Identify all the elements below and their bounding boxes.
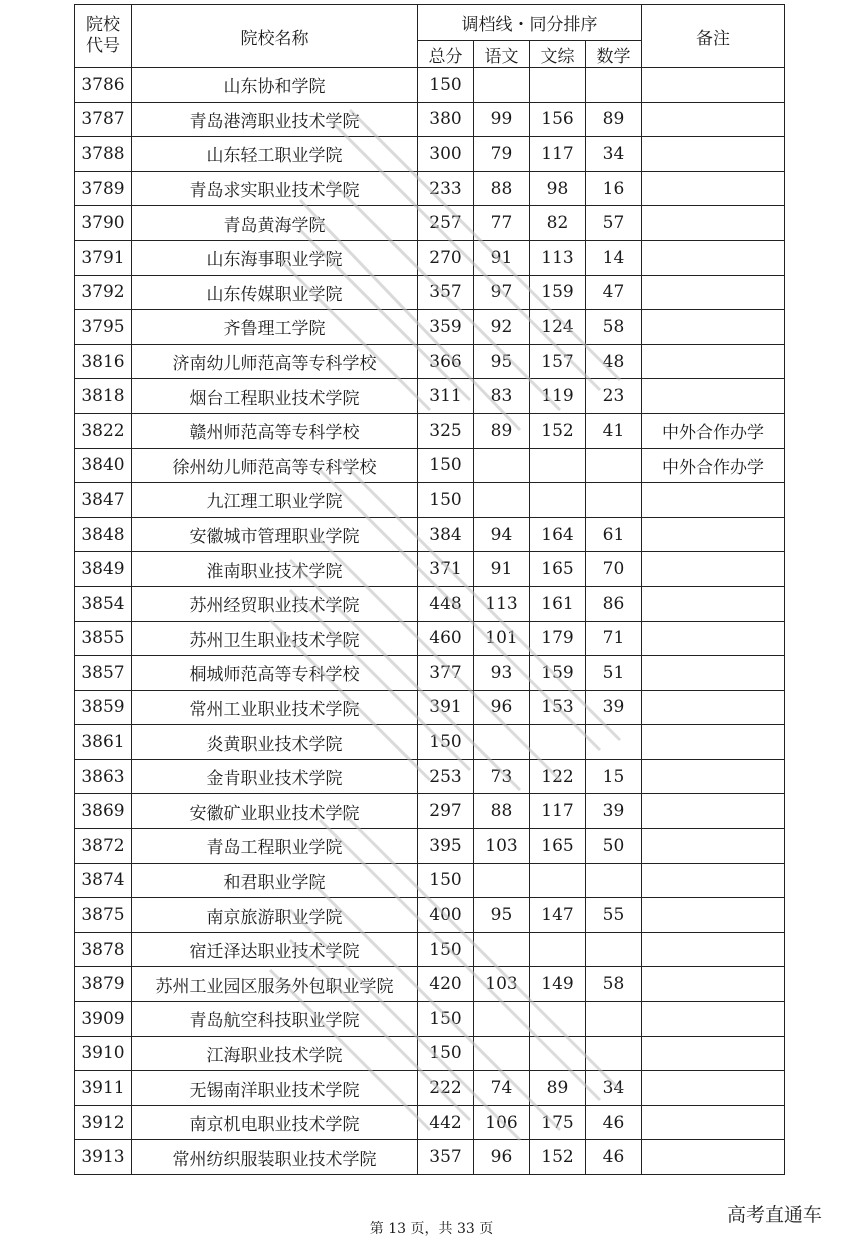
cell-liberal: 89 xyxy=(530,1071,586,1106)
cell-name: 山东轻工职业学院 xyxy=(132,137,418,172)
cell-liberal: 82 xyxy=(530,206,586,241)
cell-name: 徐州幼儿师范高等专科学校 xyxy=(132,448,418,483)
cell-chinese: 101 xyxy=(474,621,530,656)
cell-math: 46 xyxy=(586,1105,642,1140)
cell-note xyxy=(642,759,785,794)
cell-total: 150 xyxy=(418,483,474,518)
cell-note xyxy=(642,690,785,725)
cell-chinese: 89 xyxy=(474,413,530,448)
table-row xyxy=(75,621,785,656)
cell-name: 青岛黄海学院 xyxy=(132,206,418,241)
table-row xyxy=(75,1036,785,1071)
cell-math: 34 xyxy=(586,1071,642,1106)
table-row xyxy=(75,102,785,137)
cell-name: 南京机电职业技术学院 xyxy=(132,1105,418,1140)
cell-note xyxy=(642,137,785,172)
cell-liberal: 122 xyxy=(530,759,586,794)
cell-chinese: 96 xyxy=(474,1140,530,1175)
cell-code: 3874 xyxy=(75,863,132,898)
cell-total: 377 xyxy=(418,656,474,691)
cell-name: 苏州工业园区服务外包职业学院 xyxy=(132,967,418,1002)
cell-liberal: 152 xyxy=(530,1140,586,1175)
table-row xyxy=(75,137,785,172)
cell-note xyxy=(642,68,785,103)
cell-liberal: 159 xyxy=(530,275,586,310)
cell-liberal: 119 xyxy=(530,379,586,414)
cell-math: 61 xyxy=(586,517,642,552)
cell-math: 15 xyxy=(586,759,642,794)
cell-total: 366 xyxy=(418,344,474,379)
cell-chinese: 95 xyxy=(474,344,530,379)
header-liberal: 文综 xyxy=(530,41,586,68)
cell-code: 3849 xyxy=(75,552,132,587)
cell-math: 39 xyxy=(586,690,642,725)
cell-code: 3913 xyxy=(75,1140,132,1175)
header-math: 数学 xyxy=(586,41,642,68)
table-row xyxy=(75,1002,785,1037)
cell-liberal: 164 xyxy=(530,517,586,552)
admission-table xyxy=(74,4,785,1175)
table-header xyxy=(75,5,785,68)
cell-total: 150 xyxy=(418,725,474,760)
cell-liberal: 113 xyxy=(530,240,586,275)
cell-name: 齐鲁理工学院 xyxy=(132,310,418,345)
table-row xyxy=(75,552,785,587)
table-row xyxy=(75,1140,785,1175)
cell-math xyxy=(586,932,642,967)
cell-note: 中外合作办学 xyxy=(642,413,785,448)
cell-math xyxy=(586,863,642,898)
table-row xyxy=(75,656,785,691)
cell-code: 3816 xyxy=(75,344,132,379)
cell-math: 58 xyxy=(586,967,642,1002)
table-row xyxy=(75,932,785,967)
cell-liberal: 117 xyxy=(530,794,586,829)
cell-total: 359 xyxy=(418,310,474,345)
table-row xyxy=(75,690,785,725)
cell-name: 炎黄职业技术学院 xyxy=(132,725,418,760)
cell-math: 71 xyxy=(586,621,642,656)
cell-code: 3787 xyxy=(75,102,132,137)
cell-liberal xyxy=(530,863,586,898)
cell-math: 58 xyxy=(586,310,642,345)
cell-chinese xyxy=(474,725,530,760)
cell-chinese: 91 xyxy=(474,552,530,587)
cell-code: 3848 xyxy=(75,517,132,552)
cell-code: 3847 xyxy=(75,483,132,518)
cell-total: 300 xyxy=(418,137,474,172)
cell-math: 39 xyxy=(586,794,642,829)
cell-code: 3912 xyxy=(75,1105,132,1140)
cell-chinese xyxy=(474,1002,530,1037)
table-row xyxy=(75,310,785,345)
cell-name: 赣州师范高等专科学校 xyxy=(132,413,418,448)
cell-name: 宿迁泽达职业技术学院 xyxy=(132,932,418,967)
cell-name: 青岛航空科技职业学院 xyxy=(132,1002,418,1037)
cell-math: 14 xyxy=(586,240,642,275)
header-code-line1: 院校 xyxy=(86,15,120,35)
cell-total: 257 xyxy=(418,206,474,241)
cell-chinese: 91 xyxy=(474,240,530,275)
cell-note xyxy=(642,829,785,864)
cell-liberal: 152 xyxy=(530,413,586,448)
cell-note xyxy=(642,102,785,137)
cell-total: 222 xyxy=(418,1071,474,1106)
cell-math: 48 xyxy=(586,344,642,379)
cell-code: 3788 xyxy=(75,137,132,172)
cell-code: 3875 xyxy=(75,898,132,933)
cell-code: 3789 xyxy=(75,171,132,206)
cell-code: 3790 xyxy=(75,206,132,241)
cell-name: 和君职业学院 xyxy=(132,863,418,898)
table-row xyxy=(75,275,785,310)
table-row xyxy=(75,344,785,379)
cell-math: 55 xyxy=(586,898,642,933)
cell-chinese: 103 xyxy=(474,829,530,864)
cell-name: 烟台工程职业技术学院 xyxy=(132,379,418,414)
cell-note xyxy=(642,725,785,760)
cell-liberal: 165 xyxy=(530,552,586,587)
cell-chinese xyxy=(474,483,530,518)
cell-liberal: 98 xyxy=(530,171,586,206)
cell-chinese: 113 xyxy=(474,586,530,621)
cell-chinese: 92 xyxy=(474,310,530,345)
cell-liberal: 149 xyxy=(530,967,586,1002)
table-row xyxy=(75,967,785,1002)
cell-code: 3857 xyxy=(75,656,132,691)
cell-name: 无锡南洋职业技术学院 xyxy=(132,1071,418,1106)
cell-code: 3859 xyxy=(75,690,132,725)
cell-liberal: 117 xyxy=(530,137,586,172)
cell-chinese: 79 xyxy=(474,137,530,172)
cell-chinese: 96 xyxy=(474,690,530,725)
cell-note xyxy=(642,586,785,621)
table-row xyxy=(75,586,785,621)
cell-note xyxy=(642,240,785,275)
cell-name: 常州纺织服装职业技术学院 xyxy=(132,1140,418,1175)
cell-name: 淮南职业技术学院 xyxy=(132,552,418,587)
cell-name: 苏州卫生职业技术学院 xyxy=(132,621,418,656)
cell-note xyxy=(642,863,785,898)
brand-watermark: 高考直通车 xyxy=(727,1204,823,1226)
page-footer: 第 13 页，共 33 页 xyxy=(369,1221,494,1237)
header-group: 调档线・同分排序 xyxy=(418,5,642,41)
cell-chinese: 88 xyxy=(474,794,530,829)
cell-total: 311 xyxy=(418,379,474,414)
cell-total: 380 xyxy=(418,102,474,137)
cell-name: 山东传媒职业学院 xyxy=(132,275,418,310)
cell-total: 442 xyxy=(418,1105,474,1140)
cell-note: 中外合作办学 xyxy=(642,448,785,483)
header-name: 院校名称 xyxy=(132,5,418,68)
cell-code: 3872 xyxy=(75,829,132,864)
cell-math: 51 xyxy=(586,656,642,691)
cell-math: 23 xyxy=(586,379,642,414)
cell-note xyxy=(642,171,785,206)
cell-note xyxy=(642,310,785,345)
cell-code: 3879 xyxy=(75,967,132,1002)
header-chinese: 语文 xyxy=(474,41,530,68)
cell-total: 400 xyxy=(418,898,474,933)
cell-total: 253 xyxy=(418,759,474,794)
cell-note xyxy=(642,656,785,691)
cell-name: 安徽城市管理职业学院 xyxy=(132,517,418,552)
cell-math: 34 xyxy=(586,137,642,172)
cell-total: 371 xyxy=(418,552,474,587)
cell-total: 395 xyxy=(418,829,474,864)
cell-code: 3861 xyxy=(75,725,132,760)
cell-chinese: 74 xyxy=(474,1071,530,1106)
cell-total: 325 xyxy=(418,413,474,448)
cell-note xyxy=(642,552,785,587)
cell-note xyxy=(642,275,785,310)
cell-code: 3863 xyxy=(75,759,132,794)
cell-code: 3822 xyxy=(75,413,132,448)
table-body xyxy=(75,68,785,1175)
table-row xyxy=(75,829,785,864)
cell-liberal xyxy=(530,1002,586,1037)
cell-chinese: 99 xyxy=(474,102,530,137)
cell-math: 86 xyxy=(586,586,642,621)
cell-total: 150 xyxy=(418,448,474,483)
cell-chinese: 93 xyxy=(474,656,530,691)
cell-math: 41 xyxy=(586,413,642,448)
cell-code: 3795 xyxy=(75,310,132,345)
cell-chinese xyxy=(474,68,530,103)
table-row xyxy=(75,240,785,275)
cell-note xyxy=(642,1071,785,1106)
cell-note xyxy=(642,1140,785,1175)
cell-chinese xyxy=(474,1036,530,1071)
cell-liberal: 157 xyxy=(530,344,586,379)
cell-liberal: 153 xyxy=(530,690,586,725)
cell-name: 山东海事职业学院 xyxy=(132,240,418,275)
cell-liberal xyxy=(530,932,586,967)
cell-total: 270 xyxy=(418,240,474,275)
cell-total: 460 xyxy=(418,621,474,656)
cell-math: 16 xyxy=(586,171,642,206)
table-row xyxy=(75,1071,785,1106)
table-row xyxy=(75,725,785,760)
cell-name: 桐城师范高等专科学校 xyxy=(132,656,418,691)
cell-total: 357 xyxy=(418,275,474,310)
cell-note xyxy=(642,483,785,518)
cell-code: 3869 xyxy=(75,794,132,829)
cell-name: 苏州经贸职业技术学院 xyxy=(132,586,418,621)
cell-liberal: 165 xyxy=(530,829,586,864)
cell-total: 297 xyxy=(418,794,474,829)
cell-name: 青岛求实职业技术学院 xyxy=(132,171,418,206)
cell-name: 青岛工程职业学院 xyxy=(132,829,418,864)
cell-code: 3878 xyxy=(75,932,132,967)
cell-note xyxy=(642,206,785,241)
cell-name: 常州工业职业技术学院 xyxy=(132,690,418,725)
cell-note xyxy=(642,794,785,829)
cell-chinese: 103 xyxy=(474,967,530,1002)
cell-name: 青岛港湾职业技术学院 xyxy=(132,102,418,137)
cell-liberal: 159 xyxy=(530,656,586,691)
cell-math xyxy=(586,725,642,760)
cell-liberal: 156 xyxy=(530,102,586,137)
table-row xyxy=(75,413,785,448)
cell-total: 150 xyxy=(418,863,474,898)
cell-total: 448 xyxy=(418,586,474,621)
cell-note xyxy=(642,967,785,1002)
cell-math xyxy=(586,448,642,483)
cell-chinese: 95 xyxy=(474,898,530,933)
cell-code: 3909 xyxy=(75,1002,132,1037)
cell-chinese: 88 xyxy=(474,171,530,206)
cell-total: 233 xyxy=(418,171,474,206)
cell-note xyxy=(642,898,785,933)
cell-code: 3786 xyxy=(75,68,132,103)
table-row xyxy=(75,517,785,552)
table-row xyxy=(75,759,785,794)
cell-math xyxy=(586,68,642,103)
cell-code: 3840 xyxy=(75,448,132,483)
cell-note xyxy=(642,344,785,379)
cell-total: 391 xyxy=(418,690,474,725)
cell-note xyxy=(642,379,785,414)
table-row xyxy=(75,448,785,483)
cell-note xyxy=(642,1105,785,1140)
cell-math xyxy=(586,1036,642,1071)
cell-math xyxy=(586,483,642,518)
cell-chinese: 106 xyxy=(474,1105,530,1140)
cell-code: 3910 xyxy=(75,1036,132,1071)
cell-math: 57 xyxy=(586,206,642,241)
cell-name: 济南幼儿师范高等专科学校 xyxy=(132,344,418,379)
cell-code: 3791 xyxy=(75,240,132,275)
cell-liberal: 147 xyxy=(530,898,586,933)
cell-chinese: 94 xyxy=(474,517,530,552)
cell-chinese: 77 xyxy=(474,206,530,241)
cell-liberal xyxy=(530,1036,586,1071)
header-total: 总分 xyxy=(418,41,474,68)
cell-name: 金肯职业技术学院 xyxy=(132,759,418,794)
cell-note xyxy=(642,1036,785,1071)
cell-code: 3792 xyxy=(75,275,132,310)
cell-code: 3911 xyxy=(75,1071,132,1106)
cell-name: 九江理工职业学院 xyxy=(132,483,418,518)
cell-chinese: 83 xyxy=(474,379,530,414)
cell-total: 150 xyxy=(418,1036,474,1071)
cell-chinese xyxy=(474,863,530,898)
header-note: 备注 xyxy=(642,5,785,68)
cell-name: 南京旅游职业学院 xyxy=(132,898,418,933)
table-row xyxy=(75,68,785,103)
cell-total: 150 xyxy=(418,68,474,103)
table-row xyxy=(75,898,785,933)
cell-liberal: 161 xyxy=(530,586,586,621)
table-row xyxy=(75,794,785,829)
cell-liberal xyxy=(530,725,586,760)
cell-code: 3818 xyxy=(75,379,132,414)
cell-total: 420 xyxy=(418,967,474,1002)
cell-name: 山东协和学院 xyxy=(132,68,418,103)
cell-liberal: 179 xyxy=(530,621,586,656)
table-row xyxy=(75,206,785,241)
cell-note xyxy=(642,517,785,552)
cell-name: 江海职业技术学院 xyxy=(132,1036,418,1071)
cell-note xyxy=(642,932,785,967)
cell-math: 47 xyxy=(586,275,642,310)
cell-liberal xyxy=(530,483,586,518)
cell-math: 50 xyxy=(586,829,642,864)
cell-total: 384 xyxy=(418,517,474,552)
table-row xyxy=(75,483,785,518)
cell-chinese: 97 xyxy=(474,275,530,310)
cell-total: 357 xyxy=(418,1140,474,1175)
cell-math: 70 xyxy=(586,552,642,587)
cell-total: 150 xyxy=(418,932,474,967)
cell-math xyxy=(586,1002,642,1037)
cell-note xyxy=(642,1002,785,1037)
cell-liberal xyxy=(530,448,586,483)
table-row xyxy=(75,379,785,414)
cell-code: 3855 xyxy=(75,621,132,656)
cell-liberal: 124 xyxy=(530,310,586,345)
header-code-line2: 代号 xyxy=(86,36,120,56)
cell-chinese xyxy=(474,932,530,967)
table-row xyxy=(75,171,785,206)
cell-liberal xyxy=(530,68,586,103)
header-code xyxy=(75,5,132,68)
cell-chinese: 73 xyxy=(474,759,530,794)
cell-total: 150 xyxy=(418,1002,474,1037)
cell-chinese xyxy=(474,448,530,483)
cell-math: 46 xyxy=(586,1140,642,1175)
table-row xyxy=(75,1105,785,1140)
cell-name: 安徽矿业职业技术学院 xyxy=(132,794,418,829)
table-row xyxy=(75,863,785,898)
cell-code: 3854 xyxy=(75,586,132,621)
cell-note xyxy=(642,621,785,656)
cell-math: 89 xyxy=(586,102,642,137)
cell-liberal: 175 xyxy=(530,1105,586,1140)
